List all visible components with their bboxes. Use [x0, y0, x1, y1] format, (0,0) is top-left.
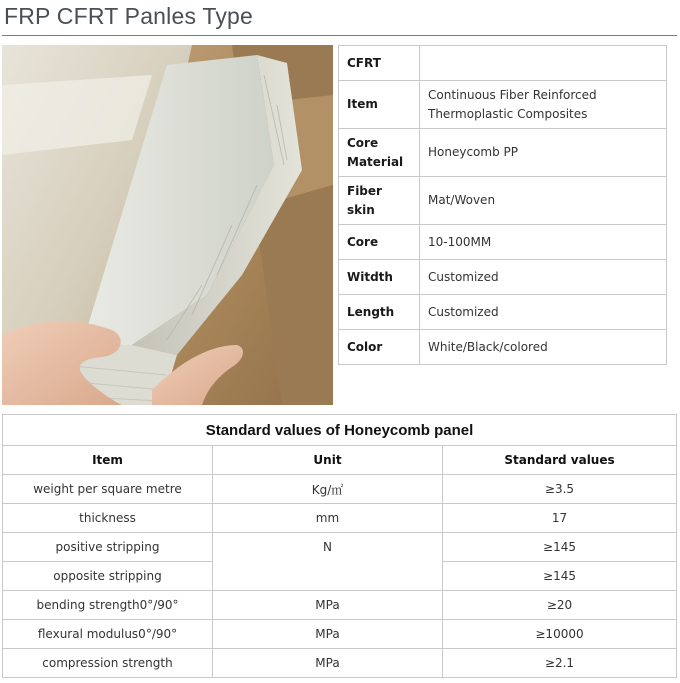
spec-value: Mat/Woven — [420, 177, 667, 225]
cell-value: 17 — [443, 504, 677, 533]
panel-illustration — [2, 45, 333, 405]
cell-unit: MPa — [213, 591, 443, 620]
cell-value: ≥2.1 — [443, 649, 677, 678]
spec-row — [339, 129, 667, 177]
spec-row — [339, 330, 667, 365]
cell-unit: mm — [213, 504, 443, 533]
table-caption-row — [3, 415, 677, 446]
cell-item: bending strength0°/90° — [3, 591, 213, 620]
spec-table — [338, 45, 667, 365]
spec-key: Color — [339, 330, 420, 365]
cell-item: flexural modulus0°/90° — [3, 620, 213, 649]
product-photo — [2, 45, 333, 405]
cell-value: ≥20 — [443, 591, 677, 620]
spec-row — [339, 295, 667, 330]
cell-unit: MPa — [213, 620, 443, 649]
standard-values-table — [2, 414, 677, 678]
column-header-unit: Unit — [213, 446, 443, 475]
spec-value: 10-100MM — [420, 225, 667, 260]
spec-value — [420, 46, 667, 81]
cell-item: opposite stripping — [3, 562, 213, 591]
spec-value: White/Black/colored — [420, 330, 667, 365]
page-title: FRP CFRT Panles Type — [4, 3, 254, 29]
table-caption: Standard values of Honeycomb panel — [3, 415, 677, 446]
cell-item: weight per square metre — [3, 475, 213, 504]
spec-key: Witdth — [339, 260, 420, 295]
spec-value: Customized — [420, 260, 667, 295]
cell-item: thickness — [3, 504, 213, 533]
cell-item: compression strength — [3, 649, 213, 678]
cell-item: positive stripping — [3, 533, 213, 562]
cell-value: ≥145 — [443, 562, 677, 591]
spec-value: Continuous Fiber Reinforced Thermoplastic Composites — [420, 81, 667, 129]
table-row — [3, 649, 677, 678]
table-row — [3, 533, 677, 562]
spec-row — [339, 177, 667, 225]
table-row — [3, 591, 677, 620]
table-row — [3, 475, 677, 504]
cell-unit: N — [213, 533, 443, 591]
spec-row — [339, 81, 667, 129]
spec-key: Core Material — [339, 129, 420, 177]
spec-row — [339, 46, 667, 81]
spec-key: Fiber skin — [339, 177, 420, 225]
spec-key: Length — [339, 295, 420, 330]
spec-value: Honeycomb PP — [420, 129, 667, 177]
table-row — [3, 504, 677, 533]
column-header-standard-values: Standard values — [443, 446, 677, 475]
cell-unit: Kg/㎡ — [213, 475, 443, 504]
spec-key: Item — [339, 81, 420, 129]
spec-key: Core — [339, 225, 420, 260]
spec-key: CFRT — [339, 46, 420, 81]
cell-value: ≥3.5 — [443, 475, 677, 504]
table-row — [3, 620, 677, 649]
cell-value: ≥10000 — [443, 620, 677, 649]
title-divider — [2, 35, 677, 36]
cell-unit: MPa — [213, 649, 443, 678]
spec-value: Customized — [420, 295, 667, 330]
spec-row — [339, 225, 667, 260]
table-header-row — [3, 446, 677, 475]
column-header-item: Item — [3, 446, 213, 475]
spec-row — [339, 260, 667, 295]
cell-value: ≥145 — [443, 533, 677, 562]
